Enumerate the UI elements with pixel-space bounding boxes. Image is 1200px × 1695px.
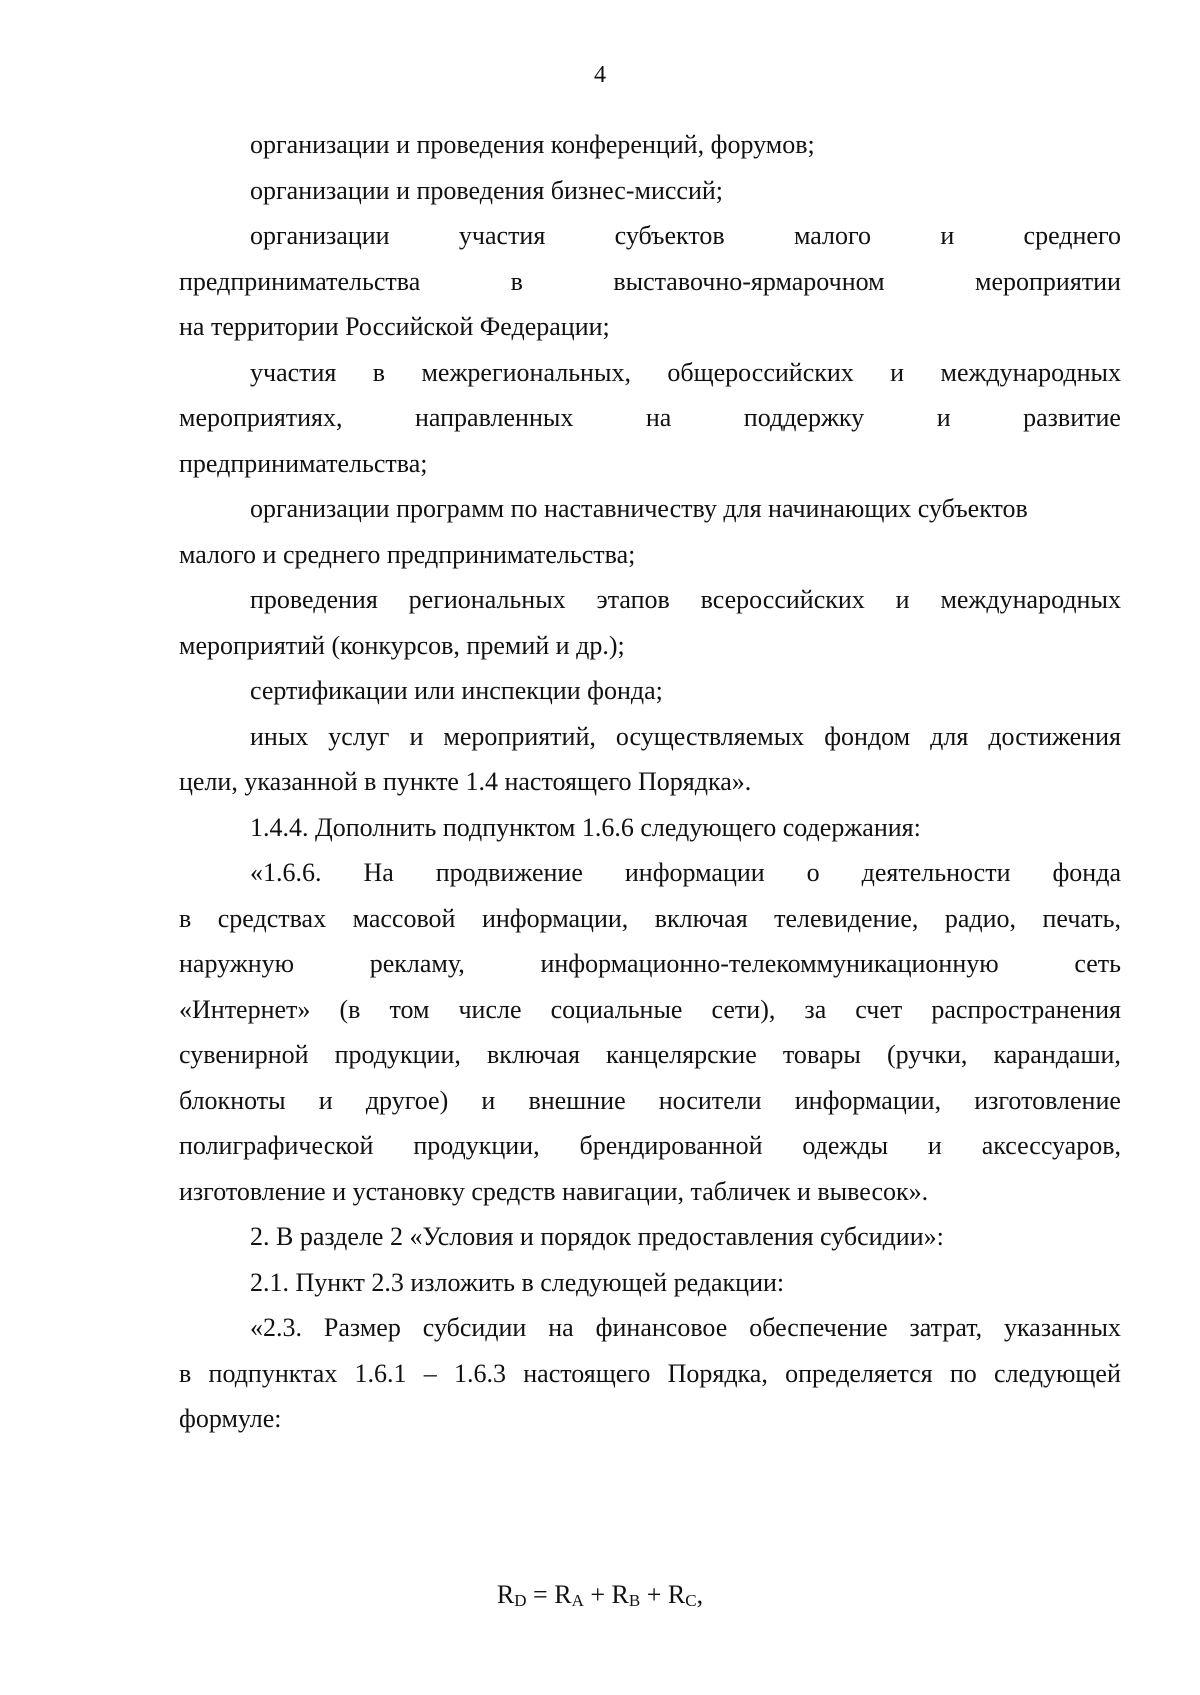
- text-word: субъектов: [614, 221, 725, 250]
- text-word: носители: [658, 1085, 762, 1115]
- text-word: подпунктах: [208, 1358, 338, 1388]
- text-line: [179, 714, 1121, 760]
- text-word: указанных: [1004, 1313, 1121, 1342]
- text-word: по: [949, 1358, 977, 1388]
- text-word: в: [510, 266, 523, 296]
- text-word: этапов: [596, 585, 670, 614]
- text-content: изготовление и установку средств навигации, табличек и вывесок».: [179, 1176, 929, 1206]
- text-word: продвижение: [435, 858, 583, 887]
- text-word: международных: [940, 585, 1121, 614]
- text-line: [179, 304, 1121, 350]
- text-line: [179, 987, 1121, 1033]
- text-word: информационно-телекоммуникационную: [540, 949, 999, 978]
- text-line: [179, 805, 1121, 851]
- text-word: включая: [654, 903, 748, 933]
- text-word: другое): [365, 1085, 449, 1115]
- text-word: внешние: [528, 1085, 626, 1115]
- text-word: среднего: [1023, 221, 1121, 250]
- text-word: деятельности: [861, 858, 1011, 887]
- text-word: мероприятии: [975, 266, 1121, 296]
- text-word: (ручки,: [886, 1040, 968, 1069]
- text-line: [179, 850, 1121, 896]
- text-word: финансовое: [595, 1313, 728, 1342]
- text-line: [179, 668, 1121, 714]
- formula-subscript: C: [685, 1591, 697, 1610]
- text-line: [179, 941, 1121, 987]
- text-line: [179, 486, 1121, 532]
- text-content: организации программ по наставничеству для начинающих субъектов: [250, 494, 1028, 523]
- text-word: и: [936, 403, 951, 432]
- text-line: [179, 259, 1121, 305]
- text-word: карандаши,: [993, 1040, 1121, 1069]
- text-content: мероприятий (конкурсов, премий и др.);: [179, 630, 625, 660]
- formula-subscript: D: [514, 1591, 527, 1610]
- text-word: выставочно-ярмарочном: [613, 266, 885, 296]
- text-word: блокноты: [179, 1085, 286, 1115]
- text-word: «1.6.6.: [250, 858, 322, 887]
- text-word: изготовление: [974, 1085, 1121, 1115]
- text-word: мероприятиях,: [179, 403, 343, 432]
- text-word: том: [389, 994, 430, 1024]
- text-word: На: [363, 858, 394, 887]
- text-content: организации и проведения бизнес-миссий;: [250, 175, 724, 205]
- text-word: счет: [855, 994, 903, 1024]
- text-word: одежды: [802, 1131, 889, 1160]
- text-word: средствах: [217, 903, 327, 933]
- text-word: информации: [624, 858, 765, 887]
- text-line: [179, 1305, 1121, 1351]
- text-word: на: [548, 1313, 574, 1342]
- text-line: [179, 577, 1121, 623]
- text-word: Размер: [323, 1313, 401, 1342]
- text-word: мероприятий,: [443, 721, 596, 751]
- text-word: –: [423, 1358, 437, 1388]
- text-word: в: [179, 1358, 192, 1388]
- text-word: и: [940, 221, 955, 250]
- text-word: распространения: [931, 994, 1121, 1024]
- text-word: и: [890, 357, 905, 387]
- text-word: и: [318, 1085, 333, 1115]
- text-word: рекламу,: [369, 949, 465, 978]
- text-line: [179, 532, 1121, 578]
- formula-operator: +: [590, 1580, 606, 1609]
- text-line: [179, 1169, 1121, 1215]
- text-word: развитие: [1023, 403, 1121, 432]
- text-word: информации,: [481, 903, 629, 933]
- text-word: социальные: [550, 994, 683, 1024]
- formula-symbol: R: [554, 1580, 572, 1609]
- text-word: предпринимательства: [179, 266, 421, 296]
- text-word: радио,: [944, 903, 1017, 933]
- formula-operator: +: [646, 1580, 662, 1609]
- text-word: региональных: [408, 585, 566, 614]
- text-word: и: [481, 1085, 496, 1115]
- text-word: массовой: [352, 903, 456, 933]
- text-word: фонда: [1052, 858, 1121, 887]
- text-word: проведения: [250, 585, 378, 614]
- text-line: [179, 1078, 1121, 1124]
- text-word: организации: [250, 221, 390, 250]
- text-word: и: [409, 721, 424, 751]
- text-word: Порядка,: [667, 1358, 768, 1388]
- text-word: о: [806, 858, 820, 887]
- text-content: сертификации или инспекции фонда;: [250, 676, 663, 705]
- text-word: числе: [458, 994, 522, 1024]
- formula-symbol: R: [496, 1580, 515, 1609]
- text-content: 1.4.4. Дополнить подпунктом 1.6.6 следующего содержания:: [250, 812, 921, 842]
- formula-subscript: B: [628, 1591, 641, 1610]
- text-word: в: [372, 357, 386, 387]
- text-word: фондом: [824, 721, 911, 751]
- text-word: всероссийских: [700, 585, 865, 614]
- text-word: в: [179, 903, 192, 933]
- text-content: 2. В разделе 2 «Условия и порядок предоставления субсидии»:: [250, 1222, 944, 1251]
- text-line: [179, 213, 1121, 259]
- text-word: направленных: [415, 403, 574, 432]
- text-word: общероссийских: [667, 357, 854, 387]
- text-line: [179, 350, 1121, 396]
- text-word: канцелярские: [606, 1040, 757, 1069]
- text-line: [179, 1214, 1121, 1260]
- text-word: субсидии: [422, 1313, 527, 1342]
- text-line: [179, 395, 1121, 441]
- text-word: наружную: [179, 949, 295, 978]
- text-content: предпринимательства;: [179, 448, 428, 478]
- text-word: брендированной: [579, 1131, 763, 1160]
- text-word: иных: [250, 721, 309, 751]
- text-word: продукции,: [334, 1040, 461, 1069]
- text-line: [179, 1032, 1121, 1078]
- text-word: поддержку: [743, 403, 865, 432]
- text-word: следующей: [994, 1358, 1121, 1388]
- text-content: формуле:: [179, 1404, 282, 1433]
- text-word: печать,: [1042, 903, 1121, 933]
- text-word: 1.6.3: [454, 1358, 507, 1388]
- text-content: 2.1. Пункт 2.3 изложить в следующей редакции:: [250, 1267, 785, 1297]
- text-word: для: [930, 721, 969, 751]
- text-word: товары: [782, 1040, 861, 1069]
- text-word: продукции,: [413, 1131, 540, 1160]
- formula: [0, 1580, 1200, 1611]
- text-line: [179, 122, 1121, 168]
- text-word: участия: [250, 357, 337, 387]
- text-word: сети),: [711, 994, 776, 1024]
- text-word: информации,: [794, 1085, 942, 1115]
- text-word: за: [804, 994, 827, 1024]
- text-word: малого: [793, 221, 871, 250]
- text-word: услуг: [328, 721, 390, 751]
- text-word: аксессуаров,: [981, 1131, 1121, 1160]
- formula-symbol: R: [667, 1580, 686, 1609]
- formula-symbol: R: [611, 1580, 629, 1609]
- formula-operator: =: [533, 1580, 548, 1609]
- text-word: телевидение,: [774, 903, 919, 933]
- text-word: определяется: [785, 1358, 933, 1388]
- text-word: включая: [487, 1040, 580, 1069]
- text-content: малого и среднего предпринимательства;: [179, 539, 636, 569]
- text-word: межрегиональных,: [421, 357, 631, 387]
- text-line: [179, 168, 1121, 214]
- page-number: 4: [594, 62, 606, 88]
- text-content: организации и проведения конференций, форумов;: [250, 130, 815, 159]
- text-word: сувенирной: [179, 1040, 309, 1069]
- text-word: участия: [458, 221, 546, 250]
- text-word: международных: [940, 357, 1121, 387]
- text-line: [179, 759, 1121, 805]
- text-word: (в: [339, 994, 361, 1024]
- text-word: обеспечение: [749, 1313, 888, 1342]
- text-word: затрат,: [909, 1313, 983, 1342]
- text-word: настоящего: [523, 1358, 651, 1388]
- text-line: [179, 1123, 1121, 1169]
- text-word: полиграфической: [179, 1131, 374, 1160]
- text-word: на: [645, 403, 672, 432]
- text-word: 1.6.1: [354, 1358, 407, 1388]
- text-word: «2.3.: [250, 1313, 302, 1342]
- formula-subscript: A: [571, 1591, 584, 1610]
- text-line: [179, 441, 1121, 487]
- text-word: осуществляемых: [615, 721, 805, 751]
- formula-punctuation: ,: [696, 1580, 704, 1609]
- text-line: [179, 623, 1121, 669]
- text-word: достижения: [988, 721, 1121, 751]
- text-content: на территории Российской Федерации;: [179, 312, 610, 341]
- document-body: [179, 122, 1121, 1442]
- text-word: сеть: [1074, 949, 1121, 978]
- text-line: [179, 896, 1121, 942]
- text-line: [179, 1260, 1121, 1306]
- text-line: [179, 1396, 1121, 1442]
- text-word: и: [927, 1131, 942, 1160]
- text-line: [179, 1351, 1121, 1397]
- text-content: цели, указанной в пункте 1.4 настоящего Порядка».: [179, 767, 752, 796]
- text-word: и: [895, 585, 910, 614]
- text-word: «Интернет»: [179, 994, 311, 1024]
